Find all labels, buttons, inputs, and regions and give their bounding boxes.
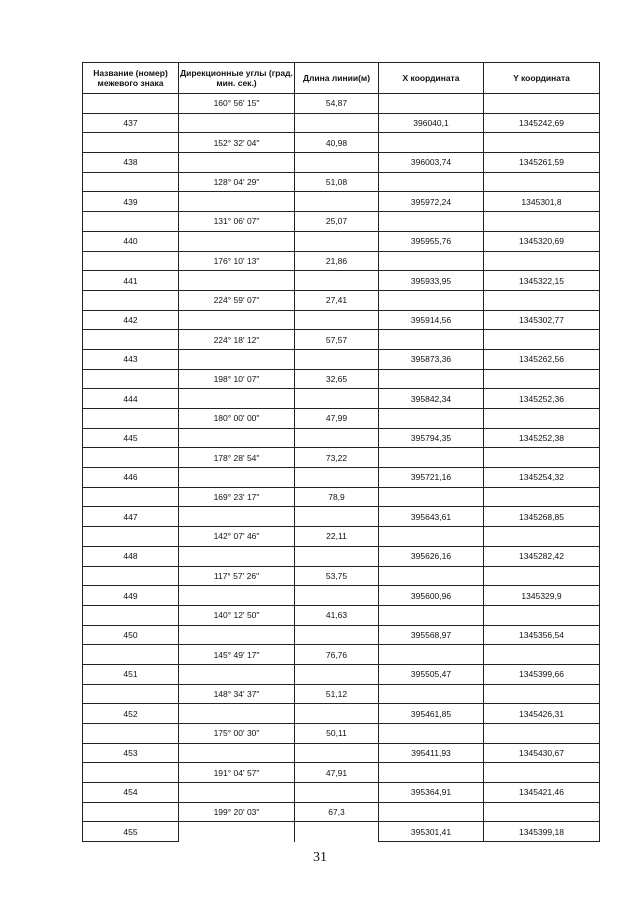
x-coordinate-cell xyxy=(379,290,484,310)
table-body xyxy=(83,94,600,842)
line-length-cell xyxy=(295,546,379,566)
bearing-cell: 128° 04' 29" xyxy=(179,172,295,192)
table-row-marker xyxy=(83,389,600,409)
table-row-segment xyxy=(83,330,600,350)
marker-name-cell xyxy=(83,409,179,429)
table-row-marker xyxy=(83,507,600,527)
line-length-cell: 73,22 xyxy=(295,448,379,468)
x-coordinate-cell xyxy=(379,330,484,350)
marker-name-cell xyxy=(83,527,179,547)
bearing-cell xyxy=(179,704,295,724)
bearing-cell: 176° 10' 13" xyxy=(179,251,295,271)
line-length-cell xyxy=(295,271,379,291)
y-coordinate-cell: 1345320,69 xyxy=(484,231,600,251)
x-coordinate-cell xyxy=(379,605,484,625)
y-coordinate-cell: 1345399,18 xyxy=(484,822,600,842)
table-row-marker xyxy=(83,113,600,133)
header-bearing: Дирекционные углы (град. мин. сек.) xyxy=(179,63,295,94)
table-row-marker xyxy=(83,743,600,763)
table-row-marker xyxy=(83,349,600,369)
bearing-cell: 224° 18' 12" xyxy=(179,330,295,350)
y-coordinate-cell xyxy=(484,212,600,232)
table-row-marker xyxy=(83,153,600,173)
marker-name-cell xyxy=(83,251,179,271)
marker-name-cell xyxy=(83,369,179,389)
y-coordinate-cell: 1345421,46 xyxy=(484,783,600,803)
table-row-segment xyxy=(83,251,600,271)
marker-name-cell: 440 xyxy=(83,231,179,251)
marker-name-cell xyxy=(83,763,179,783)
line-length-cell xyxy=(295,704,379,724)
marker-name-cell: 452 xyxy=(83,704,179,724)
line-length-cell xyxy=(295,389,379,409)
bearing-cell: 169° 23' 17" xyxy=(179,487,295,507)
bearing-cell: 180° 00' 00" xyxy=(179,409,295,429)
table-row-marker xyxy=(83,783,600,803)
y-coordinate-cell: 1345301,8 xyxy=(484,192,600,212)
x-coordinate-cell xyxy=(379,802,484,822)
line-length-cell: 32,65 xyxy=(295,369,379,389)
line-length-cell: 47,91 xyxy=(295,763,379,783)
x-coordinate-cell xyxy=(379,212,484,232)
marker-name-cell xyxy=(83,94,179,114)
bearing-cell: 198° 10' 07" xyxy=(179,369,295,389)
line-length-cell: 51,08 xyxy=(295,172,379,192)
x-coordinate-cell xyxy=(379,94,484,114)
bearing-cell xyxy=(179,625,295,645)
y-coordinate-cell: 1345254,32 xyxy=(484,468,600,488)
line-length-cell xyxy=(295,625,379,645)
bearing-cell xyxy=(179,192,295,212)
line-length-cell: 53,75 xyxy=(295,566,379,586)
x-coordinate-cell: 395794,35 xyxy=(379,428,484,448)
y-coordinate-cell: 1345262,56 xyxy=(484,349,600,369)
marker-name-cell xyxy=(83,724,179,744)
table-row-marker xyxy=(83,704,600,724)
marker-name-cell xyxy=(83,290,179,310)
x-coordinate-cell: 395301,41 xyxy=(379,822,484,842)
marker-name-cell: 453 xyxy=(83,743,179,763)
line-length-cell: 47,99 xyxy=(295,409,379,429)
line-length-cell: 41,63 xyxy=(295,605,379,625)
boundary-coordinates-table xyxy=(82,62,600,842)
line-length-cell xyxy=(295,586,379,606)
bearing-cell: 117° 57' 26" xyxy=(179,566,295,586)
marker-name-cell: 446 xyxy=(83,468,179,488)
y-coordinate-cell: 1345252,36 xyxy=(484,389,600,409)
line-length-cell: 25,07 xyxy=(295,212,379,232)
x-coordinate-cell xyxy=(379,448,484,468)
table-row-segment xyxy=(83,369,600,389)
y-coordinate-cell: 1345356,54 xyxy=(484,625,600,645)
x-coordinate-cell xyxy=(379,566,484,586)
table-row-segment xyxy=(83,684,600,704)
table-row-segment xyxy=(83,645,600,665)
x-coordinate-cell: 396040,1 xyxy=(379,113,484,133)
y-coordinate-cell xyxy=(484,330,600,350)
x-coordinate-cell: 396003,74 xyxy=(379,153,484,173)
marker-name-cell xyxy=(83,566,179,586)
line-length-cell: 78,9 xyxy=(295,487,379,507)
line-length-cell xyxy=(295,113,379,133)
bearing-cell xyxy=(179,113,295,133)
marker-name-cell: 438 xyxy=(83,153,179,173)
marker-name-cell xyxy=(83,684,179,704)
x-coordinate-cell: 395600,96 xyxy=(379,586,484,606)
marker-name-cell xyxy=(83,802,179,822)
header-marker-name: Название (номер) межевого знака xyxy=(83,63,179,94)
bearing-cell: 145° 49' 17" xyxy=(179,645,295,665)
header-line-length: Длина линии(м) xyxy=(295,63,379,94)
table-row-segment xyxy=(83,566,600,586)
y-coordinate-cell xyxy=(484,802,600,822)
bearing-cell xyxy=(179,783,295,803)
table-row-segment xyxy=(83,802,600,822)
marker-name-cell xyxy=(83,605,179,625)
line-length-cell xyxy=(295,153,379,173)
table-row-segment xyxy=(83,212,600,232)
y-coordinate-cell: 1345430,67 xyxy=(484,743,600,763)
header-y-coordinate: Y координата xyxy=(484,63,600,94)
line-length-cell: 50,11 xyxy=(295,724,379,744)
table-row-marker xyxy=(83,468,600,488)
bearing-cell xyxy=(179,310,295,330)
marker-name-cell: 454 xyxy=(83,783,179,803)
x-coordinate-cell: 395461,85 xyxy=(379,704,484,724)
y-coordinate-cell xyxy=(484,133,600,153)
x-coordinate-cell: 395721,16 xyxy=(379,468,484,488)
bearing-cell xyxy=(179,468,295,488)
table-row-marker xyxy=(83,586,600,606)
bearing-cell xyxy=(179,153,295,173)
table-row-segment xyxy=(83,763,600,783)
marker-name-cell xyxy=(83,212,179,232)
table-row-marker xyxy=(83,625,600,645)
x-coordinate-cell xyxy=(379,724,484,744)
x-coordinate-cell xyxy=(379,763,484,783)
header-x-coordinate: X координата xyxy=(379,63,484,94)
table-row-segment xyxy=(83,409,600,429)
bearing-cell: 152° 32' 04" xyxy=(179,133,295,153)
y-coordinate-cell: 1345242,69 xyxy=(484,113,600,133)
y-coordinate-cell: 1345399,66 xyxy=(484,664,600,684)
x-coordinate-cell: 395626,16 xyxy=(379,546,484,566)
marker-name-cell: 449 xyxy=(83,586,179,606)
table-row-segment xyxy=(83,448,600,468)
y-coordinate-cell xyxy=(484,94,600,114)
bearing-cell: 142° 07' 46" xyxy=(179,527,295,547)
bearing-cell: 140° 12' 50" xyxy=(179,605,295,625)
bearing-cell xyxy=(179,428,295,448)
y-coordinate-cell: 1345322,15 xyxy=(484,271,600,291)
marker-name-cell: 447 xyxy=(83,507,179,527)
y-coordinate-cell xyxy=(484,369,600,389)
table-row-segment xyxy=(83,133,600,153)
x-coordinate-cell: 395643,61 xyxy=(379,507,484,527)
x-coordinate-cell: 395972,24 xyxy=(379,192,484,212)
line-length-cell: 57,57 xyxy=(295,330,379,350)
table-row-marker xyxy=(83,428,600,448)
line-length-cell: 27,41 xyxy=(295,290,379,310)
marker-name-cell: 448 xyxy=(83,546,179,566)
line-length-cell: 76,76 xyxy=(295,645,379,665)
bearing-cell xyxy=(179,743,295,763)
bearing-cell xyxy=(179,507,295,527)
x-coordinate-cell xyxy=(379,369,484,389)
marker-name-cell: 455 xyxy=(83,822,179,842)
line-length-cell: 54,87 xyxy=(295,94,379,114)
line-length-cell xyxy=(295,743,379,763)
y-coordinate-cell: 1345329,9 xyxy=(484,586,600,606)
x-coordinate-cell xyxy=(379,645,484,665)
y-coordinate-cell xyxy=(484,527,600,547)
y-coordinate-cell xyxy=(484,684,600,704)
line-length-cell xyxy=(295,192,379,212)
x-coordinate-cell xyxy=(379,684,484,704)
bearing-cell: 160° 56' 15" xyxy=(179,94,295,114)
table-row-segment xyxy=(83,605,600,625)
page-number: 31 xyxy=(313,850,327,865)
marker-name-cell: 441 xyxy=(83,271,179,291)
marker-name-cell xyxy=(83,448,179,468)
y-coordinate-cell xyxy=(484,251,600,271)
bearing-cell xyxy=(179,586,295,606)
x-coordinate-cell: 395873,36 xyxy=(379,349,484,369)
y-coordinate-cell xyxy=(484,763,600,783)
x-coordinate-cell: 395842,34 xyxy=(379,389,484,409)
marker-name-cell: 444 xyxy=(83,389,179,409)
bearing-cell: 131° 06' 07" xyxy=(179,212,295,232)
marker-name-cell: 442 xyxy=(83,310,179,330)
table-row-marker xyxy=(83,546,600,566)
x-coordinate-cell: 395568,97 xyxy=(379,625,484,645)
marker-name-cell xyxy=(83,645,179,665)
bearing-cell: 224° 59' 07" xyxy=(179,290,295,310)
y-coordinate-cell: 1345252,38 xyxy=(484,428,600,448)
line-length-cell: 51,12 xyxy=(295,684,379,704)
y-coordinate-cell xyxy=(484,290,600,310)
table-row-marker xyxy=(83,310,600,330)
x-coordinate-cell xyxy=(379,251,484,271)
bearing-cell xyxy=(179,231,295,251)
bearing-cell: 191° 04' 57" xyxy=(179,763,295,783)
x-coordinate-cell: 395933,95 xyxy=(379,271,484,291)
table-row-segment xyxy=(83,94,600,114)
line-length-cell: 40,98 xyxy=(295,133,379,153)
x-coordinate-cell: 395364,91 xyxy=(379,783,484,803)
y-coordinate-cell xyxy=(484,409,600,429)
bearing-cell xyxy=(179,822,295,842)
marker-name-cell xyxy=(83,330,179,350)
x-coordinate-cell xyxy=(379,527,484,547)
marker-name-cell xyxy=(83,172,179,192)
table-row-segment xyxy=(83,290,600,310)
bearing-cell: 148° 34' 37" xyxy=(179,684,295,704)
y-coordinate-cell xyxy=(484,566,600,586)
line-length-cell xyxy=(295,822,379,842)
table-row-marker xyxy=(83,822,600,842)
line-length-cell xyxy=(295,231,379,251)
bearing-cell xyxy=(179,546,295,566)
y-coordinate-cell: 1345426,31 xyxy=(484,704,600,724)
y-coordinate-cell xyxy=(484,448,600,468)
bearing-cell: 175° 00' 30" xyxy=(179,724,295,744)
x-coordinate-cell: 395955,76 xyxy=(379,231,484,251)
marker-name-cell: 445 xyxy=(83,428,179,448)
bearing-cell xyxy=(179,349,295,369)
y-coordinate-cell xyxy=(484,645,600,665)
y-coordinate-cell xyxy=(484,172,600,192)
x-coordinate-cell xyxy=(379,172,484,192)
marker-name-cell: 451 xyxy=(83,664,179,684)
line-length-cell xyxy=(295,664,379,684)
x-coordinate-cell: 395505,47 xyxy=(379,664,484,684)
table-row-segment xyxy=(83,172,600,192)
line-length-cell xyxy=(295,507,379,527)
marker-name-cell xyxy=(83,133,179,153)
x-coordinate-cell xyxy=(379,409,484,429)
line-length-cell xyxy=(295,468,379,488)
y-coordinate-cell: 1345302,77 xyxy=(484,310,600,330)
marker-name-cell: 450 xyxy=(83,625,179,645)
bearing-cell xyxy=(179,389,295,409)
x-coordinate-cell: 395411,93 xyxy=(379,743,484,763)
table-row-marker xyxy=(83,271,600,291)
marker-name-cell: 439 xyxy=(83,192,179,212)
x-coordinate-cell xyxy=(379,133,484,153)
marker-name-cell xyxy=(83,487,179,507)
table-row-segment xyxy=(83,724,600,744)
y-coordinate-cell: 1345282,42 xyxy=(484,546,600,566)
bearing-cell: 199° 20' 03" xyxy=(179,802,295,822)
table-row-segment xyxy=(83,527,600,547)
marker-name-cell: 443 xyxy=(83,349,179,369)
y-coordinate-cell xyxy=(484,605,600,625)
x-coordinate-cell: 395914,56 xyxy=(379,310,484,330)
bearing-cell xyxy=(179,664,295,684)
line-length-cell xyxy=(295,783,379,803)
line-length-cell: 22,11 xyxy=(295,527,379,547)
table-row-marker xyxy=(83,231,600,251)
line-length-cell xyxy=(295,310,379,330)
marker-name-cell: 437 xyxy=(83,113,179,133)
table-header-row xyxy=(83,63,600,94)
x-coordinate-cell xyxy=(379,487,484,507)
y-coordinate-cell xyxy=(484,724,600,744)
line-length-cell xyxy=(295,428,379,448)
line-length-cell: 21,86 xyxy=(295,251,379,271)
table-row-marker xyxy=(83,664,600,684)
bearing-cell: 178° 28' 54" xyxy=(179,448,295,468)
table-row-marker xyxy=(83,192,600,212)
line-length-cell: 67,3 xyxy=(295,802,379,822)
y-coordinate-cell: 1345268,85 xyxy=(484,507,600,527)
table-row-segment xyxy=(83,487,600,507)
y-coordinate-cell xyxy=(484,487,600,507)
bearing-cell xyxy=(179,271,295,291)
line-length-cell xyxy=(295,349,379,369)
y-coordinate-cell: 1345261,59 xyxy=(484,153,600,173)
